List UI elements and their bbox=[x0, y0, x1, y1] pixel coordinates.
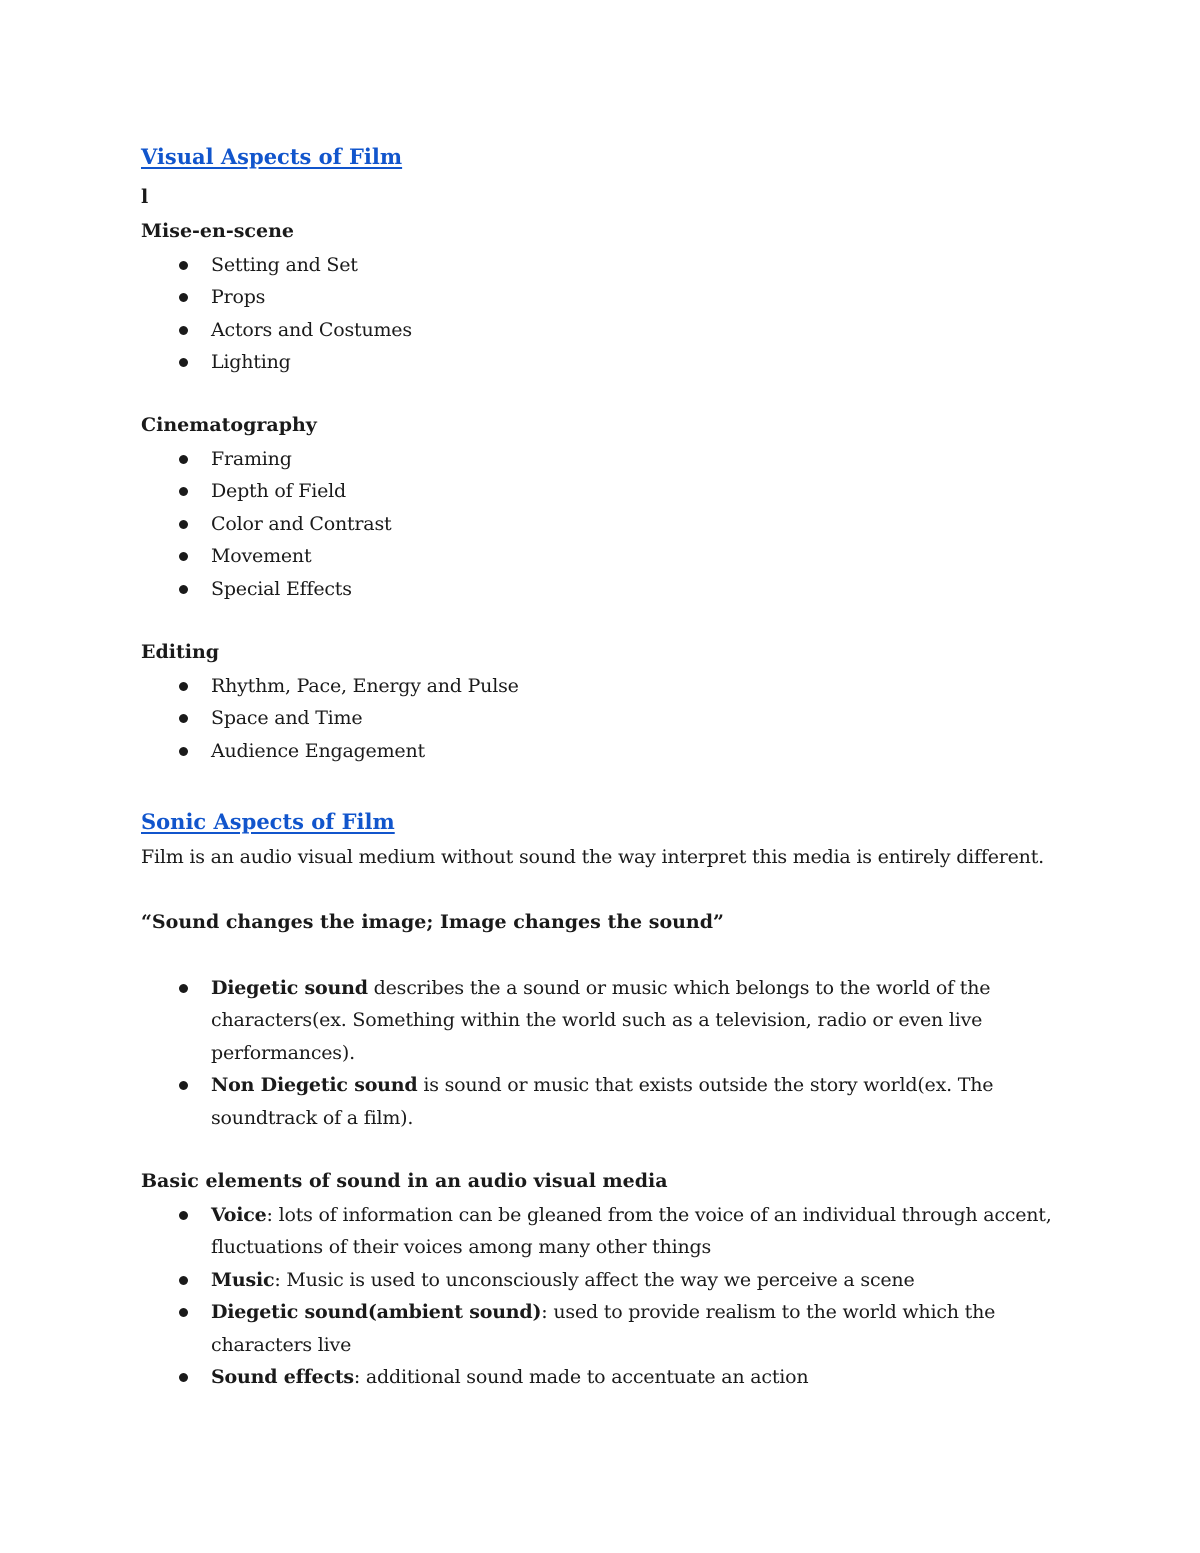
editing-list bbox=[141, 670, 1071, 767]
bullet-icon bbox=[179, 487, 188, 496]
sonic-aspects-heading-link[interactable]: Sonic Aspects of Film bbox=[141, 809, 395, 834]
bullet-icon bbox=[179, 585, 188, 594]
list-item: Voice: lots of information can be gleaned from the voice of an individual through accent, fluctuations of their voices among many other things bbox=[141, 1199, 1071, 1264]
list-item: Framing bbox=[141, 443, 1071, 475]
bullet-icon bbox=[179, 552, 188, 561]
section-label-cinematography: Cinematography bbox=[141, 414, 317, 436]
bullet-icon bbox=[179, 984, 188, 993]
list-item: Audience Engagement bbox=[141, 735, 1071, 767]
section-label-editing: Editing bbox=[141, 641, 220, 663]
bullet-icon bbox=[179, 1276, 188, 1285]
bullet-icon bbox=[179, 1308, 188, 1317]
sound-types-list bbox=[141, 972, 1071, 1134]
bullet-icon bbox=[179, 293, 188, 302]
mise-en-scene-list bbox=[141, 249, 1071, 379]
visual-aspects-heading-link[interactable]: Visual Aspects of Film bbox=[141, 144, 403, 169]
list-item: Props bbox=[141, 281, 1071, 313]
list-item: Movement bbox=[141, 540, 1071, 572]
list-item: Depth of Field bbox=[141, 475, 1071, 507]
list-item: Non Diegetic sound is sound or music that exists outside the story world(ex. The soundtrack of a film). bbox=[141, 1069, 1071, 1134]
list-item: Space and Time bbox=[141, 702, 1071, 734]
bullet-icon bbox=[179, 682, 188, 691]
section-label-mise-en-scene: Mise-en-scene bbox=[141, 220, 294, 242]
list-item: Special Effects bbox=[141, 573, 1071, 605]
section-label-basic-elements: Basic elements of sound in an audio visual media bbox=[141, 1170, 668, 1192]
list-item: Diegetic sound(ambient sound): used to provide realism to the world which the characters live bbox=[141, 1296, 1071, 1361]
bullet-icon bbox=[179, 747, 188, 756]
list-item: Lighting bbox=[141, 346, 1071, 378]
bullet-icon bbox=[179, 358, 188, 367]
bullet-icon bbox=[179, 1373, 188, 1382]
list-item: Sound effects: additional sound made to accentuate an action bbox=[141, 1361, 1071, 1393]
bullet-icon bbox=[179, 455, 188, 464]
list-item: Diegetic sound describes the a sound or music which belongs to the world of the characters(ex. Something within the world such as a television, radio or even live performances). bbox=[141, 972, 1071, 1069]
bullet-icon bbox=[179, 326, 188, 335]
list-item: Color and Contrast bbox=[141, 508, 1071, 540]
basic-elements-list bbox=[141, 1199, 1071, 1393]
sonic-intro-paragraph: Film is an audio visual medium without sound the way interpret this media is entirely different. bbox=[141, 846, 1044, 868]
bullet-icon bbox=[179, 261, 188, 270]
bullet-icon bbox=[179, 1081, 188, 1090]
cinematography-list bbox=[141, 443, 1071, 605]
list-item: Actors and Costumes bbox=[141, 314, 1071, 346]
list-item: Music: Music is used to unconsciously affect the way we perceive a scene bbox=[141, 1264, 1071, 1296]
bullet-icon bbox=[179, 714, 188, 723]
list-item: Setting and Set bbox=[141, 249, 1071, 281]
bullet-icon bbox=[179, 520, 188, 529]
sound-quote: “Sound changes the image; Image changes the sound” bbox=[141, 911, 724, 933]
bullet-icon bbox=[179, 1211, 188, 1220]
stray-character: l bbox=[141, 186, 149, 208]
list-item: Rhythm, Pace, Energy and Pulse bbox=[141, 670, 1071, 702]
